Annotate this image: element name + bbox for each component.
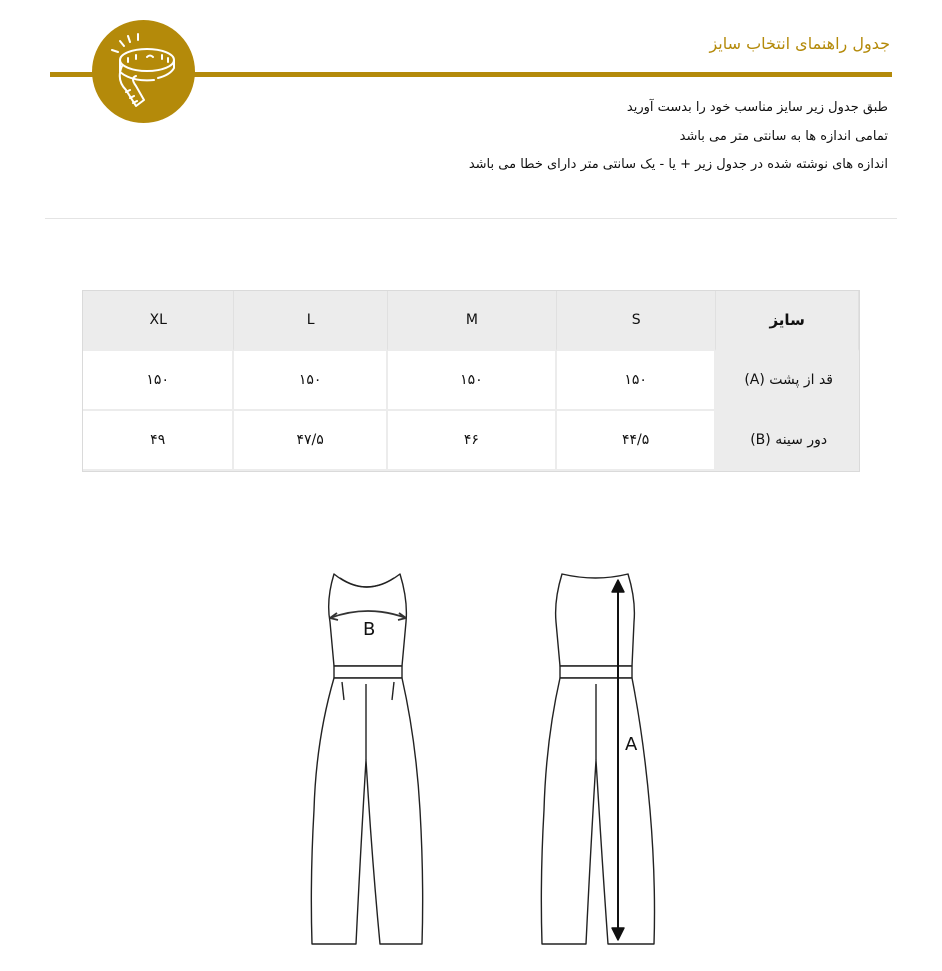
table-cell: ۱۵۰ (83, 351, 234, 411)
table-cell: ۴۴/۵ (557, 411, 716, 471)
measure-label-b: B (363, 619, 376, 640)
row-label: دور سینه (B) (716, 411, 859, 471)
instruction-line: تمامی اندازه ها به سانتی متر می باشد (679, 128, 888, 144)
row-label: قد از پشت (A) (716, 351, 859, 411)
column-header-s: S (557, 291, 716, 351)
table-cell: ۱۵۰ (234, 351, 387, 411)
column-header-l: L (234, 291, 387, 351)
instructions (469, 94, 888, 180)
table-cell: ۴۷/۵ (234, 411, 387, 471)
column-header-m: M (388, 291, 557, 351)
jumpsuit-diagrams (0, 560, 942, 971)
page-title: جدول راهنمای انتخاب سایز (709, 34, 890, 53)
table-cell: ۴۹ (83, 411, 234, 471)
table-cell: ۴۶ (388, 411, 557, 471)
logo-badge (92, 20, 195, 123)
table-row (83, 411, 859, 471)
back-view-figure (541, 574, 654, 944)
instruction-line: طبق جدول زیر سایز مناسب خود را بدست آورید (626, 100, 888, 115)
table-row (83, 351, 859, 411)
divider (45, 218, 897, 219)
size-table (82, 290, 860, 472)
table-cell: ۱۵۰ (557, 351, 716, 411)
measure-label-a: A (625, 734, 638, 755)
column-header-size: سایز (716, 291, 859, 351)
table-header-row (83, 291, 859, 351)
column-header-xl: XL (83, 291, 234, 351)
instruction-line: اندازه های نوشته شده در جدول زیر + یا - یک سانتی متر دارای خطا می باشد (468, 157, 888, 172)
table-cell: ۱۵۰ (388, 351, 557, 411)
measuring-tape-icon (92, 20, 195, 123)
